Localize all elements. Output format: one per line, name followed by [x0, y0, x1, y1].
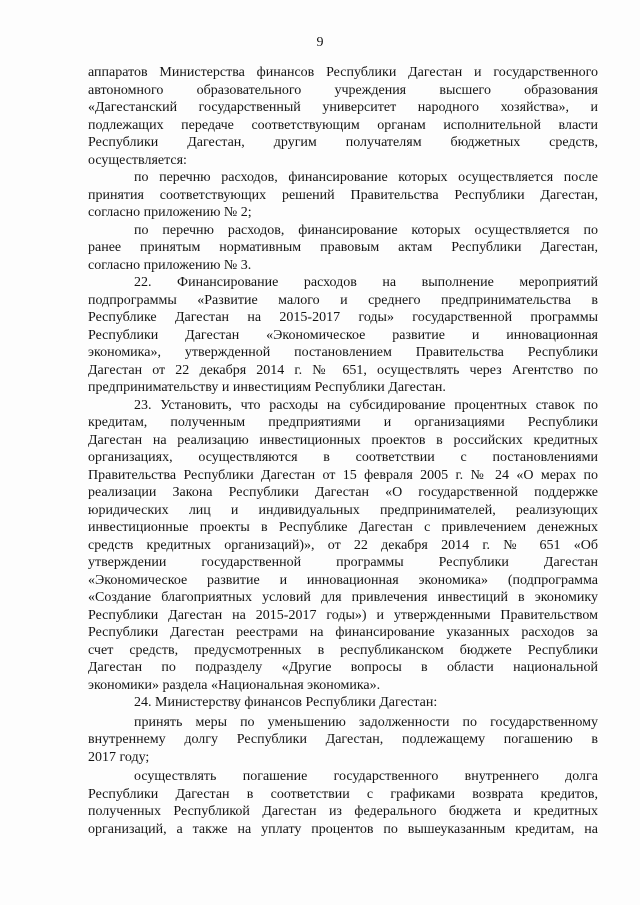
text-line: «Дагестанский государственный университет народного хозяйства», и — [88, 100, 598, 115]
text-line: кредитам, полученным предприятиями и организациями Республики — [88, 415, 598, 430]
page-number: 9 — [316, 35, 324, 50]
text-line: 23. Установить, что расходы на субсидирование процентных ставок по — [134, 397, 598, 413]
text-line: 22. Финансирование расходов на выполнение мероприятий — [134, 275, 598, 290]
body-text — [88, 64, 598, 838]
text-line: по перечню расходов, финансирование которых осуществляется после — [134, 170, 598, 185]
text-line: принять меры по уменьшению задолженности по государственному — [134, 714, 598, 730]
text-line: 2017 году; — [88, 749, 150, 765]
text-line: юридических лиц и индивидуальных предпринимателей, реализующих — [88, 502, 598, 518]
text-line: осуществляется: — [88, 152, 187, 168]
text-line: согласно приложению № 2; — [88, 205, 252, 220]
text-line: внутреннему долгу Республики Дагестан, подлежащему погашению в — [88, 732, 598, 747]
text-line: принятия соответствующих решений Правительства Республики Дагестан, — [88, 187, 598, 203]
text-line: автономного образовательного учреждения высшего образования — [88, 82, 598, 98]
text-line: Республике Дагестан на 2015-2017 годы» государственной программы — [88, 310, 598, 325]
text-line: Республики Дагестан «Экономическое развитие и инновационная — [88, 327, 598, 343]
text-line: Республики Дагестан, другим получателям бюджетных средств, — [88, 135, 598, 150]
text-line: согласно приложению № 3. — [88, 257, 252, 273]
text-line: по перечню расходов, финансирование которых осуществляется по — [134, 222, 598, 238]
text-line: Дагестан на реализацию инвестиционных проектов в российских кредитных — [88, 432, 598, 448]
text-line: полученных Республикой Дагестан из федерального бюджета и кредитных — [88, 804, 598, 819]
text-line: экономика», утвержденной постановлением Правительства Республики — [88, 345, 598, 360]
text-line: Дагестан от 22 декабря 2014 г. № 651, осуществлять через Агентство по — [88, 362, 598, 378]
text-line: средств кредитных организаций)», от 22 декабря 2014 г. № 651 «Об — [88, 537, 598, 553]
text-line: ранее принятым нормативным правовым актам Республики Дагестан, — [88, 240, 598, 255]
text-line: организаций, а также на уплату процентов по вышеуказанным кредитам, на — [88, 821, 598, 837]
text-line: аппаратов Министерства финансов Республики Дагестан и государственного — [88, 65, 598, 80]
text-line: организациях, осуществляются в соответствии с постановлениями — [88, 450, 598, 465]
text-line: экономики» раздела «Национальная экономика». — [88, 677, 381, 693]
text-line: инвестиционные проекты в Республике Дагестан с привлечением денежных — [88, 520, 598, 535]
text-line: Правительства Республики Дагестан от 15 февраля 2005 г. № 24 «О мерах по — [88, 467, 598, 483]
text-line: утверждении государственной программы Республики Дагестан — [88, 555, 598, 570]
text-line: «Экономическое развитие и инновационная экономика» (подпрограмма — [88, 572, 598, 588]
text-line: подпрограммы «Развитие малого и среднего предпринимательства в — [88, 292, 598, 308]
text-line: Республики Дагестан реестрами на финансирование указанных расходов за — [88, 625, 598, 640]
text-line: подлежащих передаче соответствующим органам исполнительной власти — [88, 117, 598, 133]
text-line: Дагестан по подразделу «Другие вопросы в области национальной — [88, 660, 598, 675]
text-line: 24. Министерству финансов Республики Дагестан: — [134, 695, 438, 710]
text-line: осуществлять погашение государственного внутреннего долга — [134, 769, 598, 784]
text-line: Республики Дагестан в соответствии с графиками возврата кредитов, — [88, 786, 598, 802]
text-line: «Создание благоприятных условий для привлечения инвестиций в экономику — [88, 590, 598, 605]
text-line: предпринимательству и инвестициям Республики Дагестан. — [88, 380, 446, 395]
text-line: счет средств, предусмотренных в республиканском бюджете Республики — [88, 642, 598, 658]
text-line: Республики Дагестан на 2015-2017 годы») и утвержденными Правительством — [88, 607, 598, 623]
text-line: реализации Закона Республики Дагестан «О государственной поддержке — [88, 485, 598, 500]
